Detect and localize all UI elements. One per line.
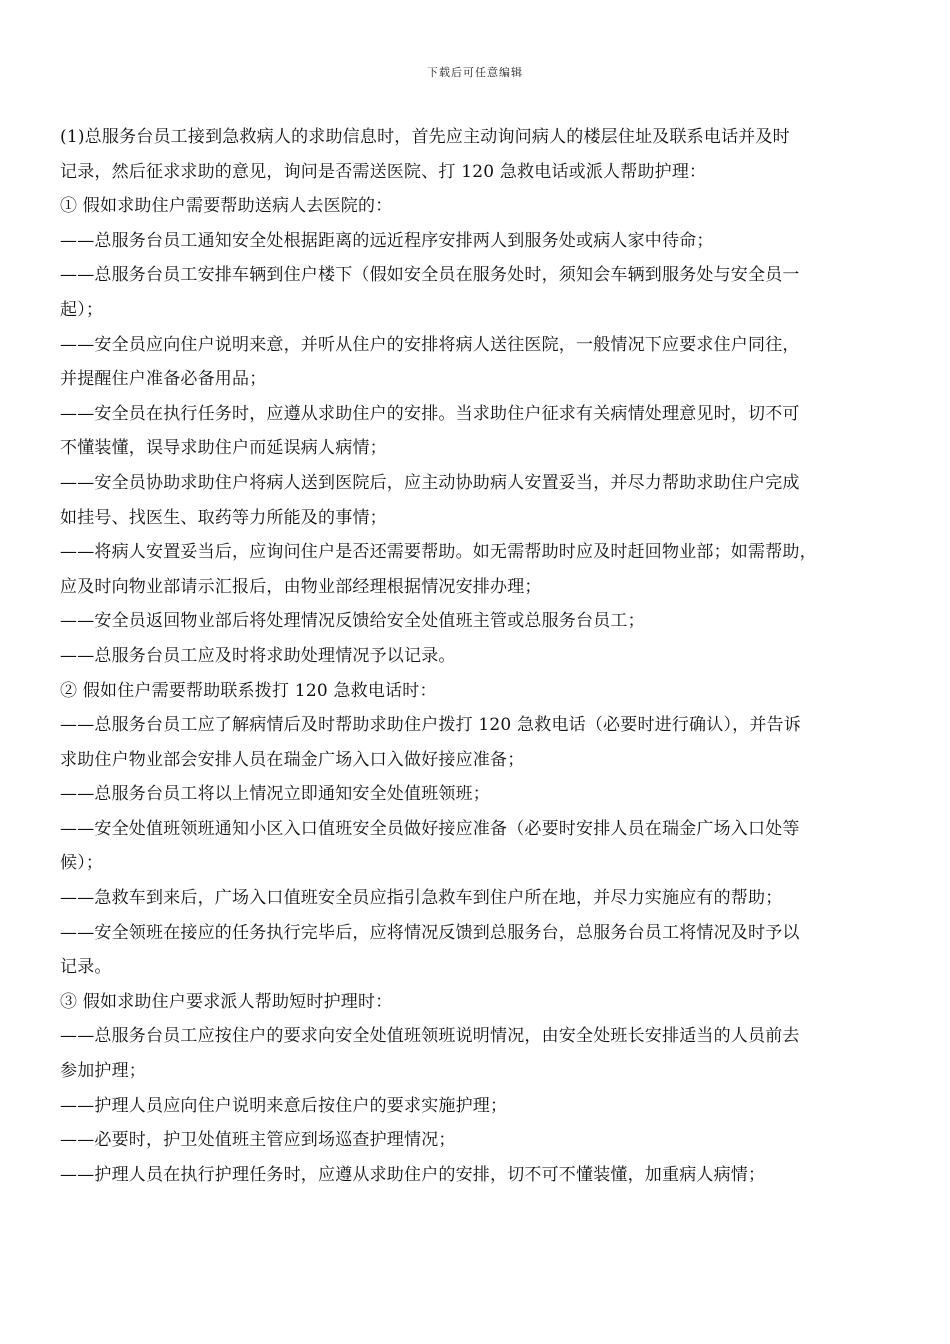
text-line: ——安全员协助求助住户将病人送到医院后，应主动协助病人安置妥当，并尽力帮助求助住户完成 bbox=[60, 472, 800, 493]
text-line: ——总服务台员工应按住户的要求向安全处值班领班说明情况，由安全处班长安排适当的人员前去 bbox=[60, 1026, 800, 1047]
text-line: 参加护理； bbox=[60, 1061, 146, 1082]
text-line: 记录。 bbox=[60, 957, 112, 978]
document-body bbox=[60, 120, 890, 1192]
text-line: ——护理人员在执行护理任务时，应遵从求助住户的安排，切不可不懂装懂，加重病人病情； bbox=[60, 1164, 766, 1185]
header-note: 下载后可任意编辑 bbox=[427, 66, 523, 79]
text-line: ——护理人员应向住户说明来意后按住户的要求实施护理； bbox=[60, 1095, 508, 1116]
text-line: ——安全处值班领班通知小区入口值班安全员做好接应准备（必要时安排人员在瑞金广场入口处等 bbox=[60, 818, 800, 839]
text-line: ——安全员返回物业部后将处理情况反馈给安全处值班主管或总服务台员工； bbox=[60, 611, 645, 632]
text-line: 如挂号、找医生、取药等力所能及的事情； bbox=[60, 507, 387, 528]
text-line: 求助住户物业部会安排人员在瑞金广场入口入做好接应准备； bbox=[60, 749, 525, 770]
text-line: ——安全领班在接应的任务执行完毕后，应将情况反馈到总服务台，总服务台员工将情况及时予以 bbox=[60, 922, 800, 943]
text-line: ① 假如求助住户需要帮助送病人去医院的： bbox=[60, 196, 393, 217]
text-line: 记录，然后征求求助的意见，询问是否需送医院、打 120 急救电话或派人帮助护理： bbox=[60, 161, 707, 182]
text-line: ③ 假如求助住户要求派人帮助短时护理时： bbox=[60, 991, 393, 1012]
text-line: ——安全员在执行任务时，应遵从求助住户的安排。当求助住户征求有关病情处理意见时，切不可 bbox=[60, 403, 800, 424]
text-line: ——总服务台员工安排车辆到住户楼下（假如安全员在服务处时，须知会车辆到服务处与安全员一 bbox=[60, 265, 800, 286]
text-line: ——必要时，护卫处值班主管应到场巡查护理情况； bbox=[60, 1130, 456, 1151]
text-line: 起）； bbox=[60, 299, 104, 320]
text-line: 不懂装懂，误导求助住户而延误病人病情； bbox=[60, 438, 387, 459]
text-line: 候）； bbox=[60, 853, 104, 874]
text-line: ——总服务台员工应了解病情后及时帮助求助住户拨打 120 急救电话（必要时进行确认），并告诉 bbox=[60, 715, 801, 736]
text-line: 应及时向物业部请示汇报后，由物业部经理根据情况安排办理； bbox=[60, 576, 542, 597]
text-line: 并提醒住户准备必备用品； bbox=[60, 369, 267, 390]
text-line: ——安全员应向住户说明来意，并听从住户的安排将病人送往医院，一般情况下应要求住户同往， bbox=[60, 334, 800, 355]
text-line: ——总服务台员工应及时将求助处理情况予以记录。 bbox=[60, 645, 456, 666]
text-line: ——总服务台员工通知安全处根据距离的远近程序安排两人到服务处或病人家中待命； bbox=[60, 230, 714, 251]
text-line: ② 假如住户需要帮助联系拨打 120 急救电话时： bbox=[60, 680, 437, 701]
text-line: ——总服务台员工将以上情况立即通知安全处值班领班； bbox=[60, 784, 490, 805]
text-line: ——将病人安置妥当后，应询问住户是否还需要帮助。如无需帮助时应及时赶回物业部；如需帮助， bbox=[60, 542, 817, 563]
text-line: ——急救车到来后，广场入口值班安全员应指引急救车到住户所在地，并尽力实施应有的帮助； bbox=[60, 888, 783, 909]
text-line: (1)总服务台员工接到急救病人的求助信息时，首先应主动询问病人的楼层住址及联系电话并及时 bbox=[60, 127, 790, 147]
